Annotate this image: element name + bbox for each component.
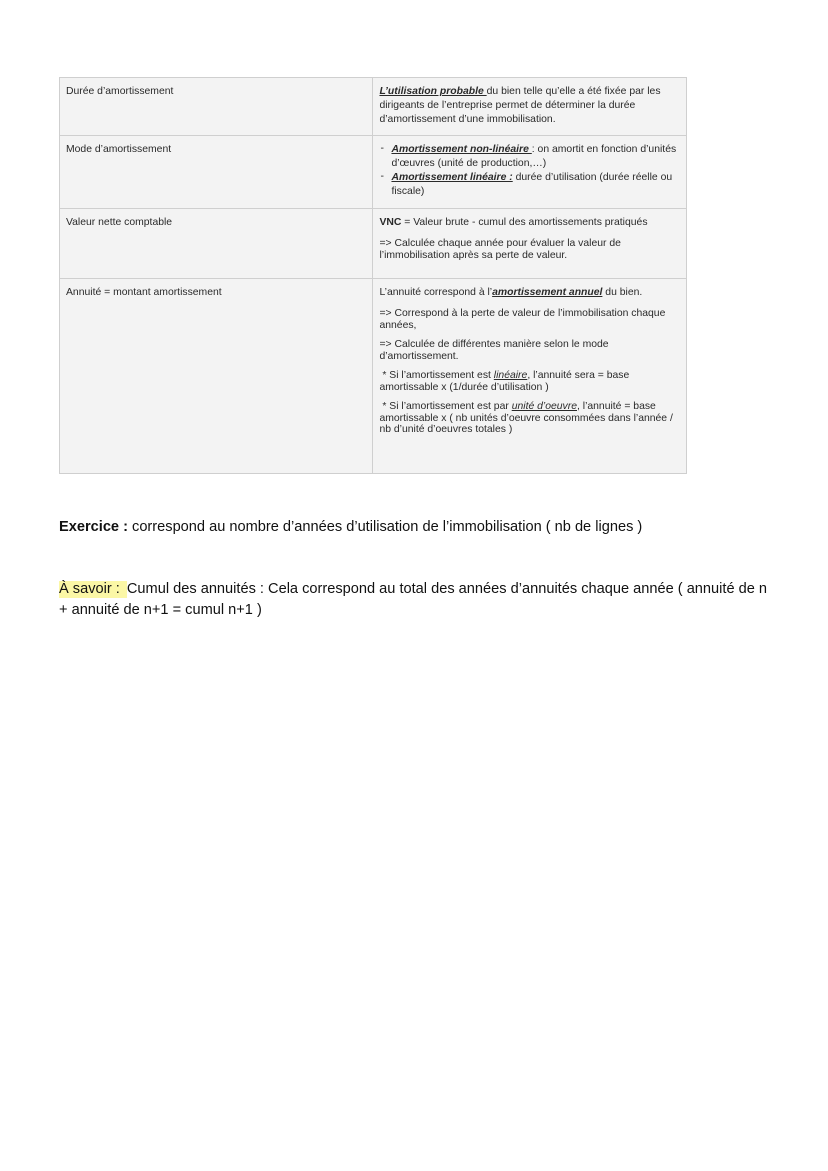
a-savoir-label: À savoir : xyxy=(59,581,127,598)
bold-text: VNC xyxy=(379,217,402,228)
table-row xyxy=(60,209,687,279)
table-row xyxy=(60,279,687,474)
emphasis-text: Amortissement non-linéaire xyxy=(391,144,532,155)
list-item xyxy=(379,171,680,199)
description-cell xyxy=(373,209,687,279)
a-savoir-note xyxy=(59,579,779,621)
a-savoir-text: Cumul des annuités : Cela correspond au total des années d’annuités chaque année ( annuité de n + annuité de n+1 = cumul n+1 ) xyxy=(59,581,768,618)
paragraph xyxy=(379,370,680,393)
description-cell xyxy=(373,279,687,474)
emphasis-text: unité d’oeuvre xyxy=(511,401,577,412)
description-text: du bien telle qu’elle a été fixée par les dirigeants de l’entreprise permet de déterminer la durée d’amortissement d’une immobilisation. xyxy=(379,86,661,125)
term-cell: Annuité = montant amortissement xyxy=(60,279,373,474)
description-text: L’annuité correspond à l’ xyxy=(379,287,493,298)
table-row xyxy=(60,136,687,209)
description-text: , l’annuité sera = base amortissable x (1/durée d’utilisation ) xyxy=(379,370,630,393)
paragraph: => Calculée chaque année pour évaluer la valeur de l’immobilisation après sa perte de valeur. xyxy=(379,238,621,261)
paragraph: => Calculée de différentes manière selon le mode d’amortissement. xyxy=(379,339,609,362)
description-cell xyxy=(373,136,687,209)
exercice-label: Exercice : xyxy=(59,519,128,535)
paragraph xyxy=(379,216,680,230)
description-text: : on amortit en fonction d’unités d’œuvres (unité de production,…) xyxy=(391,144,677,169)
term-cell: Valeur nette comptable xyxy=(60,209,373,279)
description-text: * Si l’amortissement est xyxy=(382,370,494,381)
exercice-text: correspond au nombre d’années d’utilisation de l’immobilisation ( nb de lignes ) xyxy=(127,519,643,535)
paragraph xyxy=(379,401,680,436)
definitions-table xyxy=(59,77,687,474)
exercice-note xyxy=(59,517,759,537)
emphasis-text: amortissement annuel xyxy=(492,287,603,298)
term-cell: Durée d’amortissement xyxy=(60,78,373,136)
description-text: = Valeur brute - cumul des amortissements pratiqués xyxy=(401,217,648,228)
description-text: durée d’utilisation (durée réelle ou fiscale) xyxy=(391,172,673,197)
paragraph: => Correspond à la perte de valeur de l’immobilisation chaque années, xyxy=(379,308,666,331)
paragraph xyxy=(379,286,680,300)
emphasis-text: linéaire xyxy=(493,370,528,381)
table-row xyxy=(60,78,687,136)
description-text: , l’annuité = base amortissable x ( nb unités d’oeuvre consommées dans l’année / nb d’unité d’oeuvres totales ) xyxy=(379,401,673,435)
list-item xyxy=(379,143,680,171)
description-cell xyxy=(373,78,687,136)
emphasis-text: L’utilisation probable xyxy=(379,86,487,97)
mode-list xyxy=(379,143,680,199)
emphasis-text: Amortissement linéaire : xyxy=(391,172,513,183)
description-text: du bien. xyxy=(602,287,643,298)
description-text: * Si l’amortissement est par xyxy=(382,401,512,412)
term-cell: Mode d’amortissement xyxy=(60,136,373,209)
